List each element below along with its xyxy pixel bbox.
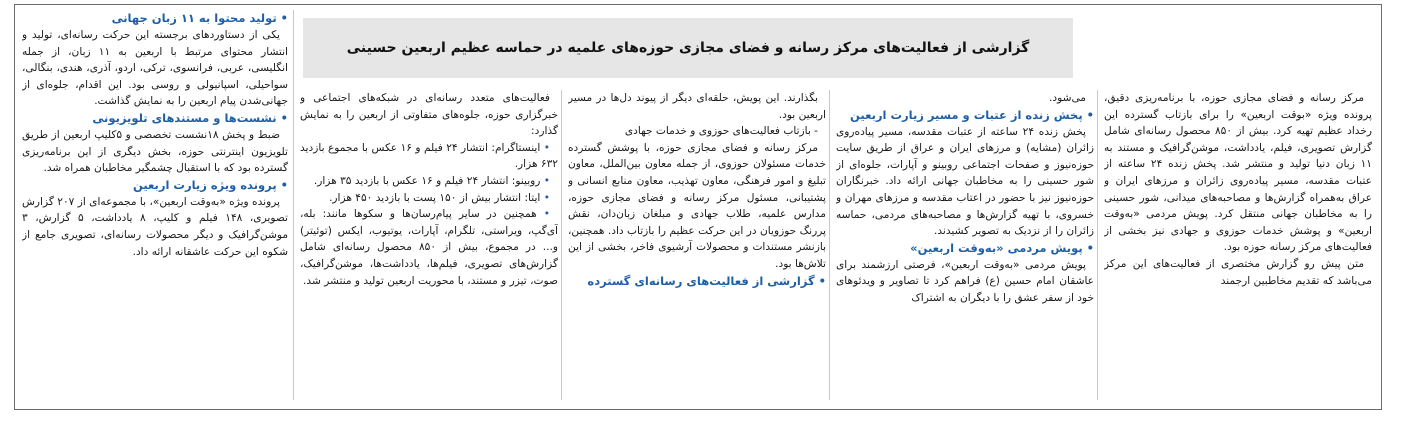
- bullet-icon: •: [540, 141, 550, 154]
- subheading: - بازتاب فعالیت‌های حوزوی و خدمات جهادی: [624, 125, 818, 138]
- paragraph: ضبط و پخش ۱۸نشست تخصصی و ۵کلیپ اربعین از طریق تلویزیون اینترنتی حوزه، بخش دیگری از این برنامه‌ریزی گسترده بود که با استقبال چشمگیر مخاطبان همراه شد.: [22, 128, 288, 175]
- bullet-icon: •: [276, 177, 288, 192]
- column-3: [568, 90, 826, 402]
- list-item: • روبینو: انتشار ۲۴ فیلم و ۱۶ عکس با بازدید ۳۵ هزار.: [313, 174, 550, 187]
- paragraph: پخش زنده ۲۴ ساعته از عتبات مقدسه، مسیر پیاده‌روی زائران (مشایه) و مرزهای ایران و عراق از طریق سایت حوزه‌نیوز و صفحات اجتماعی روبینو و آپارات، جلوه‌ای از شور حسینی را به مخاطبان جهانی ارائه داد. خبرنگاران حوزه‌نیوز نیز با حضور در اعتاب مقدسه و مرزهای مهران و خسروی، با تهیه گزارش‌ها و مصاحبه‌های مردمی، حماسه زائران را از نزدیک به تصویر کشیدند.: [836, 125, 1094, 238]
- list-item: • ایتا: انتشار بیش از ۱۵۰ پست با بازدید ۴۵۰ هزار.: [329, 191, 550, 204]
- section-heading: • گزارشی از فعالیت‌های رسانه‌ای گسترده: [587, 273, 826, 288]
- section-heading: • نشست‌ها و مستندهای تلویزیونی: [92, 110, 288, 125]
- section-heading: • تولید محتوا به ۱۱ زبان جهانی: [111, 11, 288, 25]
- headline: گزارشی از فعالیت‌های مرکز رسانه و فضای مجازی حوزه‌های علمیه در حماسه عظیم اربعین حسینی: [346, 40, 1030, 56]
- headline-box: [303, 18, 1073, 78]
- section-heading: • پخش زنده از عتبات و مسیر زیارت اربعین: [850, 107, 1094, 122]
- bullet-icon: •: [276, 110, 288, 125]
- column-4: [300, 90, 558, 402]
- bullet-icon: •: [814, 273, 826, 288]
- section-heading: • پرونده ویژه زیارت اربعین: [133, 177, 288, 192]
- list-item: • همچنین در سایر پیام‌رسان‌ها و سکوها مانند: بله، آی‌گپ، ویراستی، تلگرام، آپارات، یوتیوب، ایکس (توئیتر) و... در مجموع، بیش از ۸۵۰ محصول رسانه‌ای شامل گزارش‌های تصویری، فیلم‌ها، یادداشت‌ها، موشن‌گرافیک، صوت، تیزر و مستند، با محوریت اربعین تولید و منتشر شد.: [300, 208, 558, 287]
- bullet-icon: •: [540, 174, 550, 187]
- paragraph: متن پیش رو گزارش مختصری از فعالیت‌های این مرکز می‌باشد که تقدیم مخاطبین ارجمند: [1104, 257, 1372, 287]
- bullet-icon: •: [1082, 240, 1094, 255]
- column-divider: [829, 90, 830, 400]
- paragraph: مرکز رسانه و فضای مجازی حوزه، با پوشش گسترده خدمات مسئولان حوزوی، از جمله معاون بین‌الملل، معاون تبلیغ و امور فرهنگی، معاون تهذیب، معاون منابع انسانی و پشتیبانی، مسئول مرکز رسانه و فضای مجازی حوزه، مدارس علمیه، طلاب جهادی و مبلغان زبان‌دان، نقش پررنگ حوزویان در این حرکت عظیم را بازتاب داد. همچنین، بازنشر مستندات و محصولات آرشیوی فاخر، بخشی از این تلاش‌ها بود.: [568, 141, 826, 270]
- section-heading: • پویش مردمی «به‌وقت اربعین»: [910, 240, 1094, 255]
- column-5: [22, 10, 288, 402]
- paragraph: بگذارند. این پویش، حلقه‌ای دیگر از پیوند دل‌ها در مسیر اربعین بود.: [568, 92, 826, 121]
- column-2: [836, 90, 1094, 402]
- paragraph: پویش مردمی «به‌وقت اربعین»، فرصتی ارزشمند برای عاشقان امام حسین (ع) فراهم کرد تا تصاویر و ویدئوهای خود از سفر عشق را با دیگران به اشتراک: [836, 258, 1094, 304]
- paragraph: پرونده ویژه «به‌وقت اربعین»، با مجموعه‌ای از ۲۰۷ گزارش تصویری، ۱۴۸ فیلم و کلیپ، ۸ یادداشت، ۵ گزارش، ۳ موشن‌گرافیک و دیگر محصولات رسانه‌ای، تصویری جامع از شکوه این حرکت عاشقانه ارائه داد.: [22, 195, 288, 258]
- paragraph: فعالیت‌های متعدد رسانه‌ای در شبکه‌های اجتماعی و خبرگزاری حوزه، جلوه‌های متفاوتی از اربعین را به نمایش گذارد:: [300, 92, 558, 138]
- column-divider: [561, 90, 562, 400]
- paragraph: می‌شود.: [1049, 92, 1086, 104]
- bullet-icon: •: [1082, 107, 1094, 122]
- column-divider: [293, 10, 294, 400]
- column-1: [1104, 90, 1372, 402]
- list-item: • اینستاگرام: انتشار ۲۴ فیلم و ۱۶ عکس با مجموع بازدید ۶۳۲ هزار.: [300, 141, 558, 171]
- paragraph: یکی از دستاوردهای برجسته این حرکت رسانه‌ای، تولید و انتشار محتوای مرتبط با اربعین به ۱۱ زبان، از جمله انگلیسی، عربی، فرانسوی، ترکی، اردو، آذری، هندی، بنگالی، سواحیلی، اسپانیولی و روسی بود. این اقدام، جلوه‌ای از جهانی‌شدن پیام اربعین را به نمایش گذاشت.: [22, 29, 288, 108]
- column-divider: [1097, 90, 1098, 400]
- bullet-icon: •: [536, 208, 551, 221]
- paragraph: مرکز رسانه و فضای مجازی حوزه، با برنامه‌ریزی دقیق، پرونده ویژه «بوقت اربعین» را برای بازتاب گسترده این رخداد عظیم تهیه کرد. بیش از ۸۵۰ محصول رسانه‌ای شامل گزارش تصویری، فیلم، یادداشت، موشن‌گرافیک و مستند به ۱۱ زبان دنیا تولید و منتشر شد. پخش زنده ۲۴ ساعته از عتبات مقدسه، مسیر پیاده‌روی زائران و مرزهای ایران و عراق به‌همراه گزارش‌ها و مصاحبه‌های میدانی، شور حسینی را به مخاطبان جهانی منتقل کرد. پویش مردمی «به‌وقت اربعین» و پوشش خدمات حوزوی و جهادی نیز بخشی از فعالیت‌های مرکز رسانه حوزه بود.: [1104, 92, 1372, 254]
- bullet-icon: •: [540, 191, 550, 204]
- bullet-icon: •: [276, 11, 288, 25]
